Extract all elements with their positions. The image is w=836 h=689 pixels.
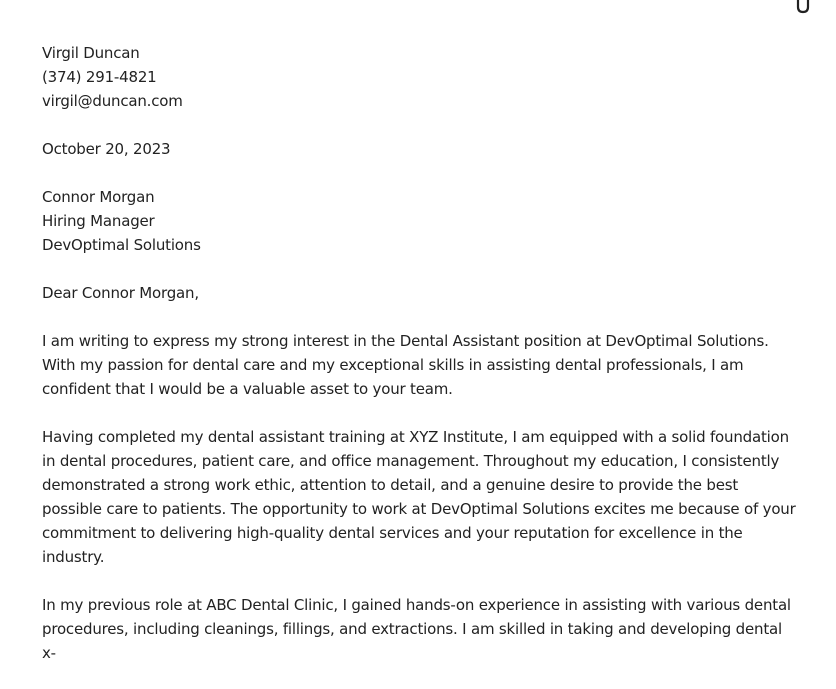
recipient-title: Hiring Manager <box>42 212 155 230</box>
letter-date: October 20, 2023 <box>42 140 171 158</box>
sender-email: virgil@duncan.com <box>42 92 183 110</box>
salutation: Dear Connor Morgan, <box>42 284 199 302</box>
date-block <box>42 137 798 161</box>
partial-glyph-icon <box>795 0 811 14</box>
body-paragraph-1: I am writing to express my strong interest in the Dental Assistant position at DevOptimal Solutions. With my passion for dental care and my exceptional skills in assisting dental professionals, I am confident that I would be a valuable asset to your team. <box>42 332 769 398</box>
sender-block <box>42 41 798 113</box>
sender-name: Virgil Duncan <box>42 44 140 62</box>
sender-phone: (374) 291-4821 <box>42 68 157 86</box>
cover-letter <box>42 41 798 689</box>
body-paragraph-3: In my previous role at ABC Dental Clinic, I gained hands-on experience in assisting with various dental procedures, including cleanings, fillings, and extractions. I am skilled in taking and developing dental x- <box>42 596 791 662</box>
recipient-block <box>42 185 798 257</box>
recipient-company: DevOptimal Solutions <box>42 236 201 254</box>
recipient-name: Connor Morgan <box>42 188 155 206</box>
body-paragraph-2: Having completed my dental assistant training at XYZ Institute, I am equipped with a solid foundation in dental procedures, patient care, and office management. Throughout my education, I consistently demonstrated a strong work ethic, attention to detail, and a genuine desire to provide the best possible care to patients. The opportunity to work at DevOptimal Solutions excites me because of your commitment to delivering high-quality dental services and your reputation for excellence in the industry. <box>42 428 796 566</box>
